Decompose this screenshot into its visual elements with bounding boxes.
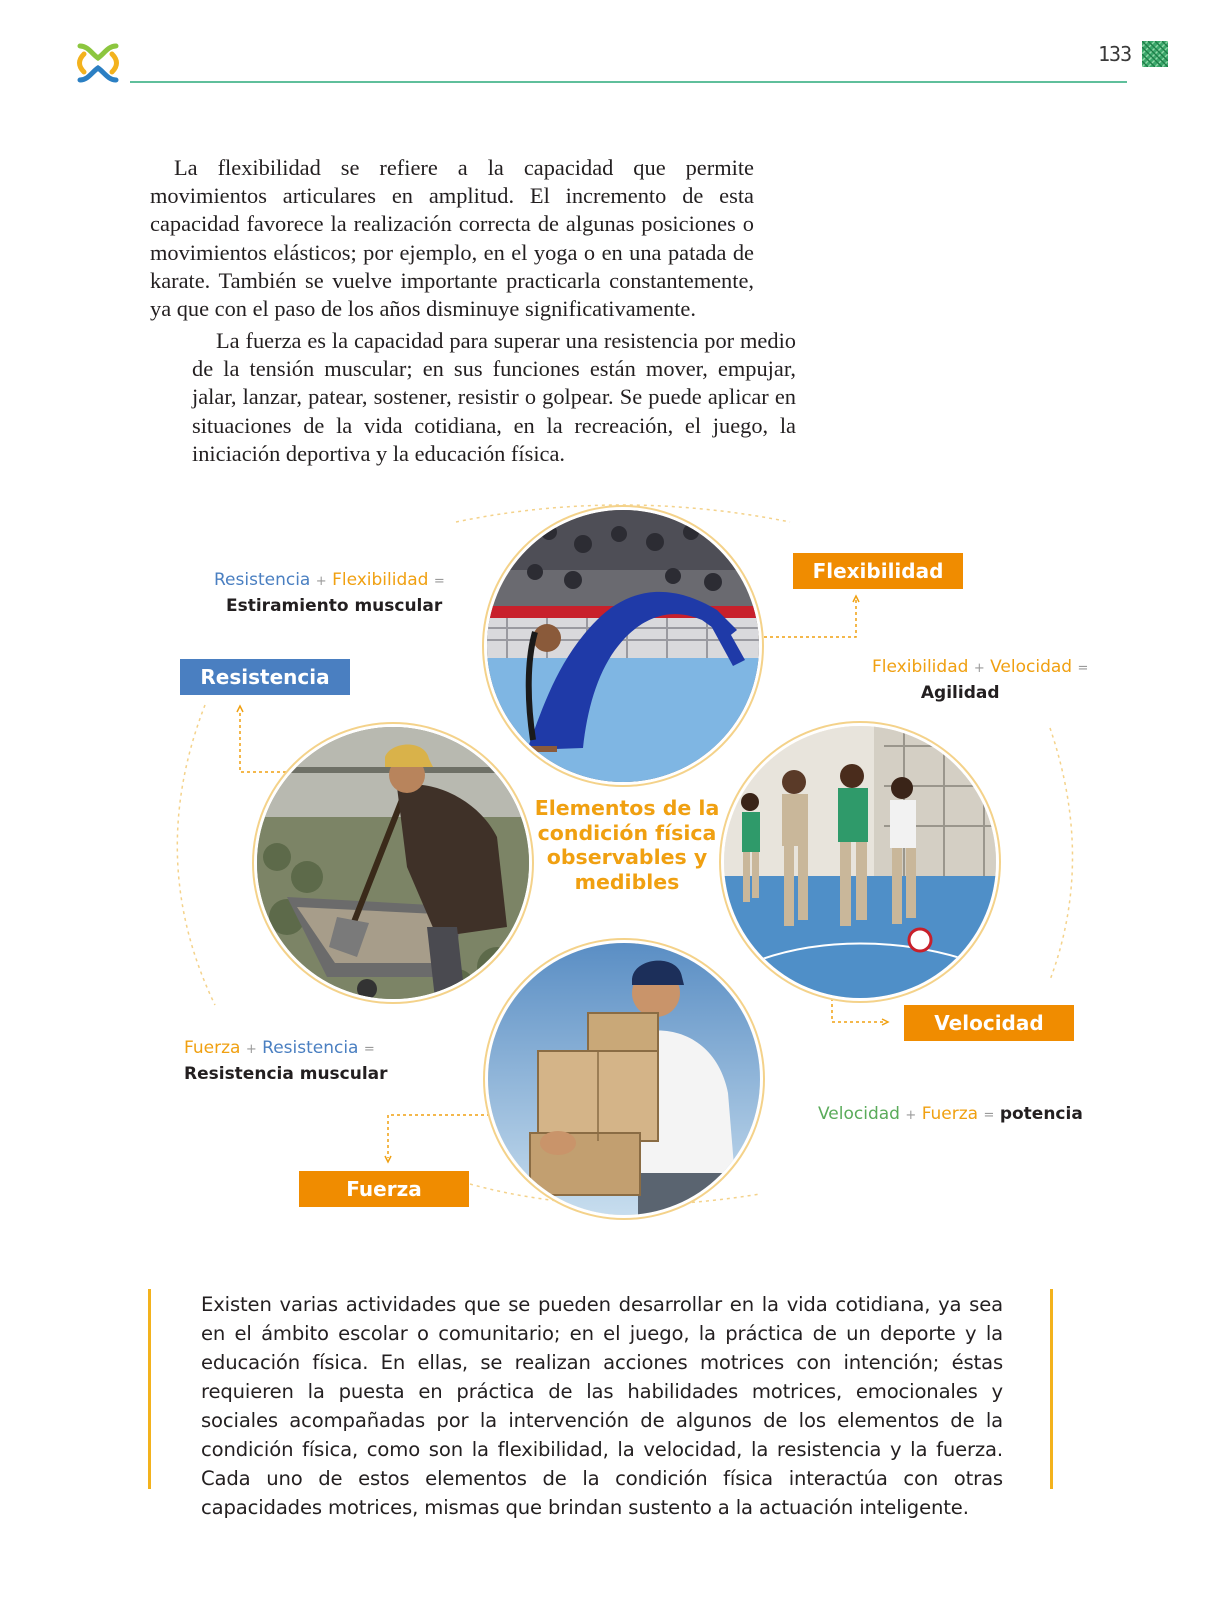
combo-term: Resistencia: [262, 1038, 359, 1058]
diagram-center-title: Elementos de la condición física observables y medibles: [534, 796, 720, 894]
equals-operator: =: [433, 574, 445, 589]
combo-agility: [872, 655, 1088, 705]
gymnast-backbend-photo: [487, 510, 759, 782]
plus-operator: +: [973, 661, 985, 676]
combo-term: Fuerza: [184, 1038, 241, 1058]
page-badge-icon: [1142, 41, 1168, 67]
plus-operator: +: [905, 1108, 917, 1123]
plus-operator: +: [245, 1042, 257, 1057]
left-accent-rule: [148, 1289, 151, 1489]
activities-paragraph: Existen varias actividades que se pueden desarrollar en la vida cotidiana, ya sea en el ámbito escolar o comunitario; en el juego, la práctica de un deporte y la educación física. En ellas, se realizan acciones motrices con intención; éstas requieren la puesta en práctica de las habilidades motrices, emocionales y sociales acompañadas por la intervención de algunos de los elementos de la condición física, como son la flexibilidad, la velocidad, la resistencia y la fuerza. Cada uno de estos elementos de la condición física interactúa con otras capacidades motrices, mismas que brindan sustento a la actuación inteligente.: [201, 1293, 1003, 1519]
flexibility-tag: Flexibilidad: [793, 553, 963, 589]
combo-result: Agilidad: [920, 683, 1000, 703]
physical-condition-diagram: [0, 500, 1214, 1240]
speed-tag: Velocidad: [904, 1005, 1074, 1041]
combo-result: Estiramiento muscular: [226, 596, 443, 616]
combo-term: Resistencia: [214, 570, 311, 590]
combo-result: potencia: [999, 1104, 1083, 1124]
page-number: 133: [1098, 42, 1132, 66]
combo-stretching: [214, 568, 445, 618]
combo-muscular-endurance: [184, 1036, 388, 1086]
right-accent-rule: [1050, 1289, 1053, 1489]
equals-operator: =: [1077, 661, 1089, 676]
combo-result: Resistencia muscular: [184, 1064, 388, 1084]
endurance-tag: Resistencia: [180, 659, 350, 695]
strength-tag: Fuerza: [299, 1171, 469, 1207]
book-logo-icon: [74, 40, 122, 86]
combo-term: Fuerza: [921, 1104, 979, 1124]
combo-term: Velocidad: [990, 657, 1073, 677]
combo-power: [818, 1102, 1083, 1128]
combo-term: Flexibilidad: [332, 570, 429, 590]
combo-term: Flexibilidad: [872, 657, 969, 677]
equals-operator: =: [983, 1108, 995, 1123]
man-carrying-boxes-photo: [488, 943, 760, 1215]
header-rule: [130, 81, 1127, 83]
man-shoveling-wheelbarrow-photo: [257, 727, 529, 999]
equals-operator: =: [363, 1042, 375, 1057]
plus-operator: +: [315, 574, 327, 589]
combo-term: Velocidad: [818, 1104, 900, 1124]
flexibility-paragraph: La flexibilidad se refiere a la capacidad que permite movimientos articulares en amplitud. El incremento de esta capacidad favorece la realización correcta de algunas posiciones o movimientos elásticos; por ejemplo, en el yoga o en una patada de karate. También se vuelve importante practicarla constantemente, ya que con el paso de los años disminuye significativamente.: [150, 155, 754, 322]
girls-playing-soccer-photo: [724, 726, 996, 998]
strength-paragraph: La fuerza es la capacidad para superar una resistencia por medio de la tensión muscular; en sus funciones están mover, empujar, jalar, lanzar, patear, sostener, resistir o golpear. Se puede aplicar en situaciones de la vida cotidiana, en la recreación, el juego, la iniciación deportiva y la educación física.: [192, 328, 796, 466]
